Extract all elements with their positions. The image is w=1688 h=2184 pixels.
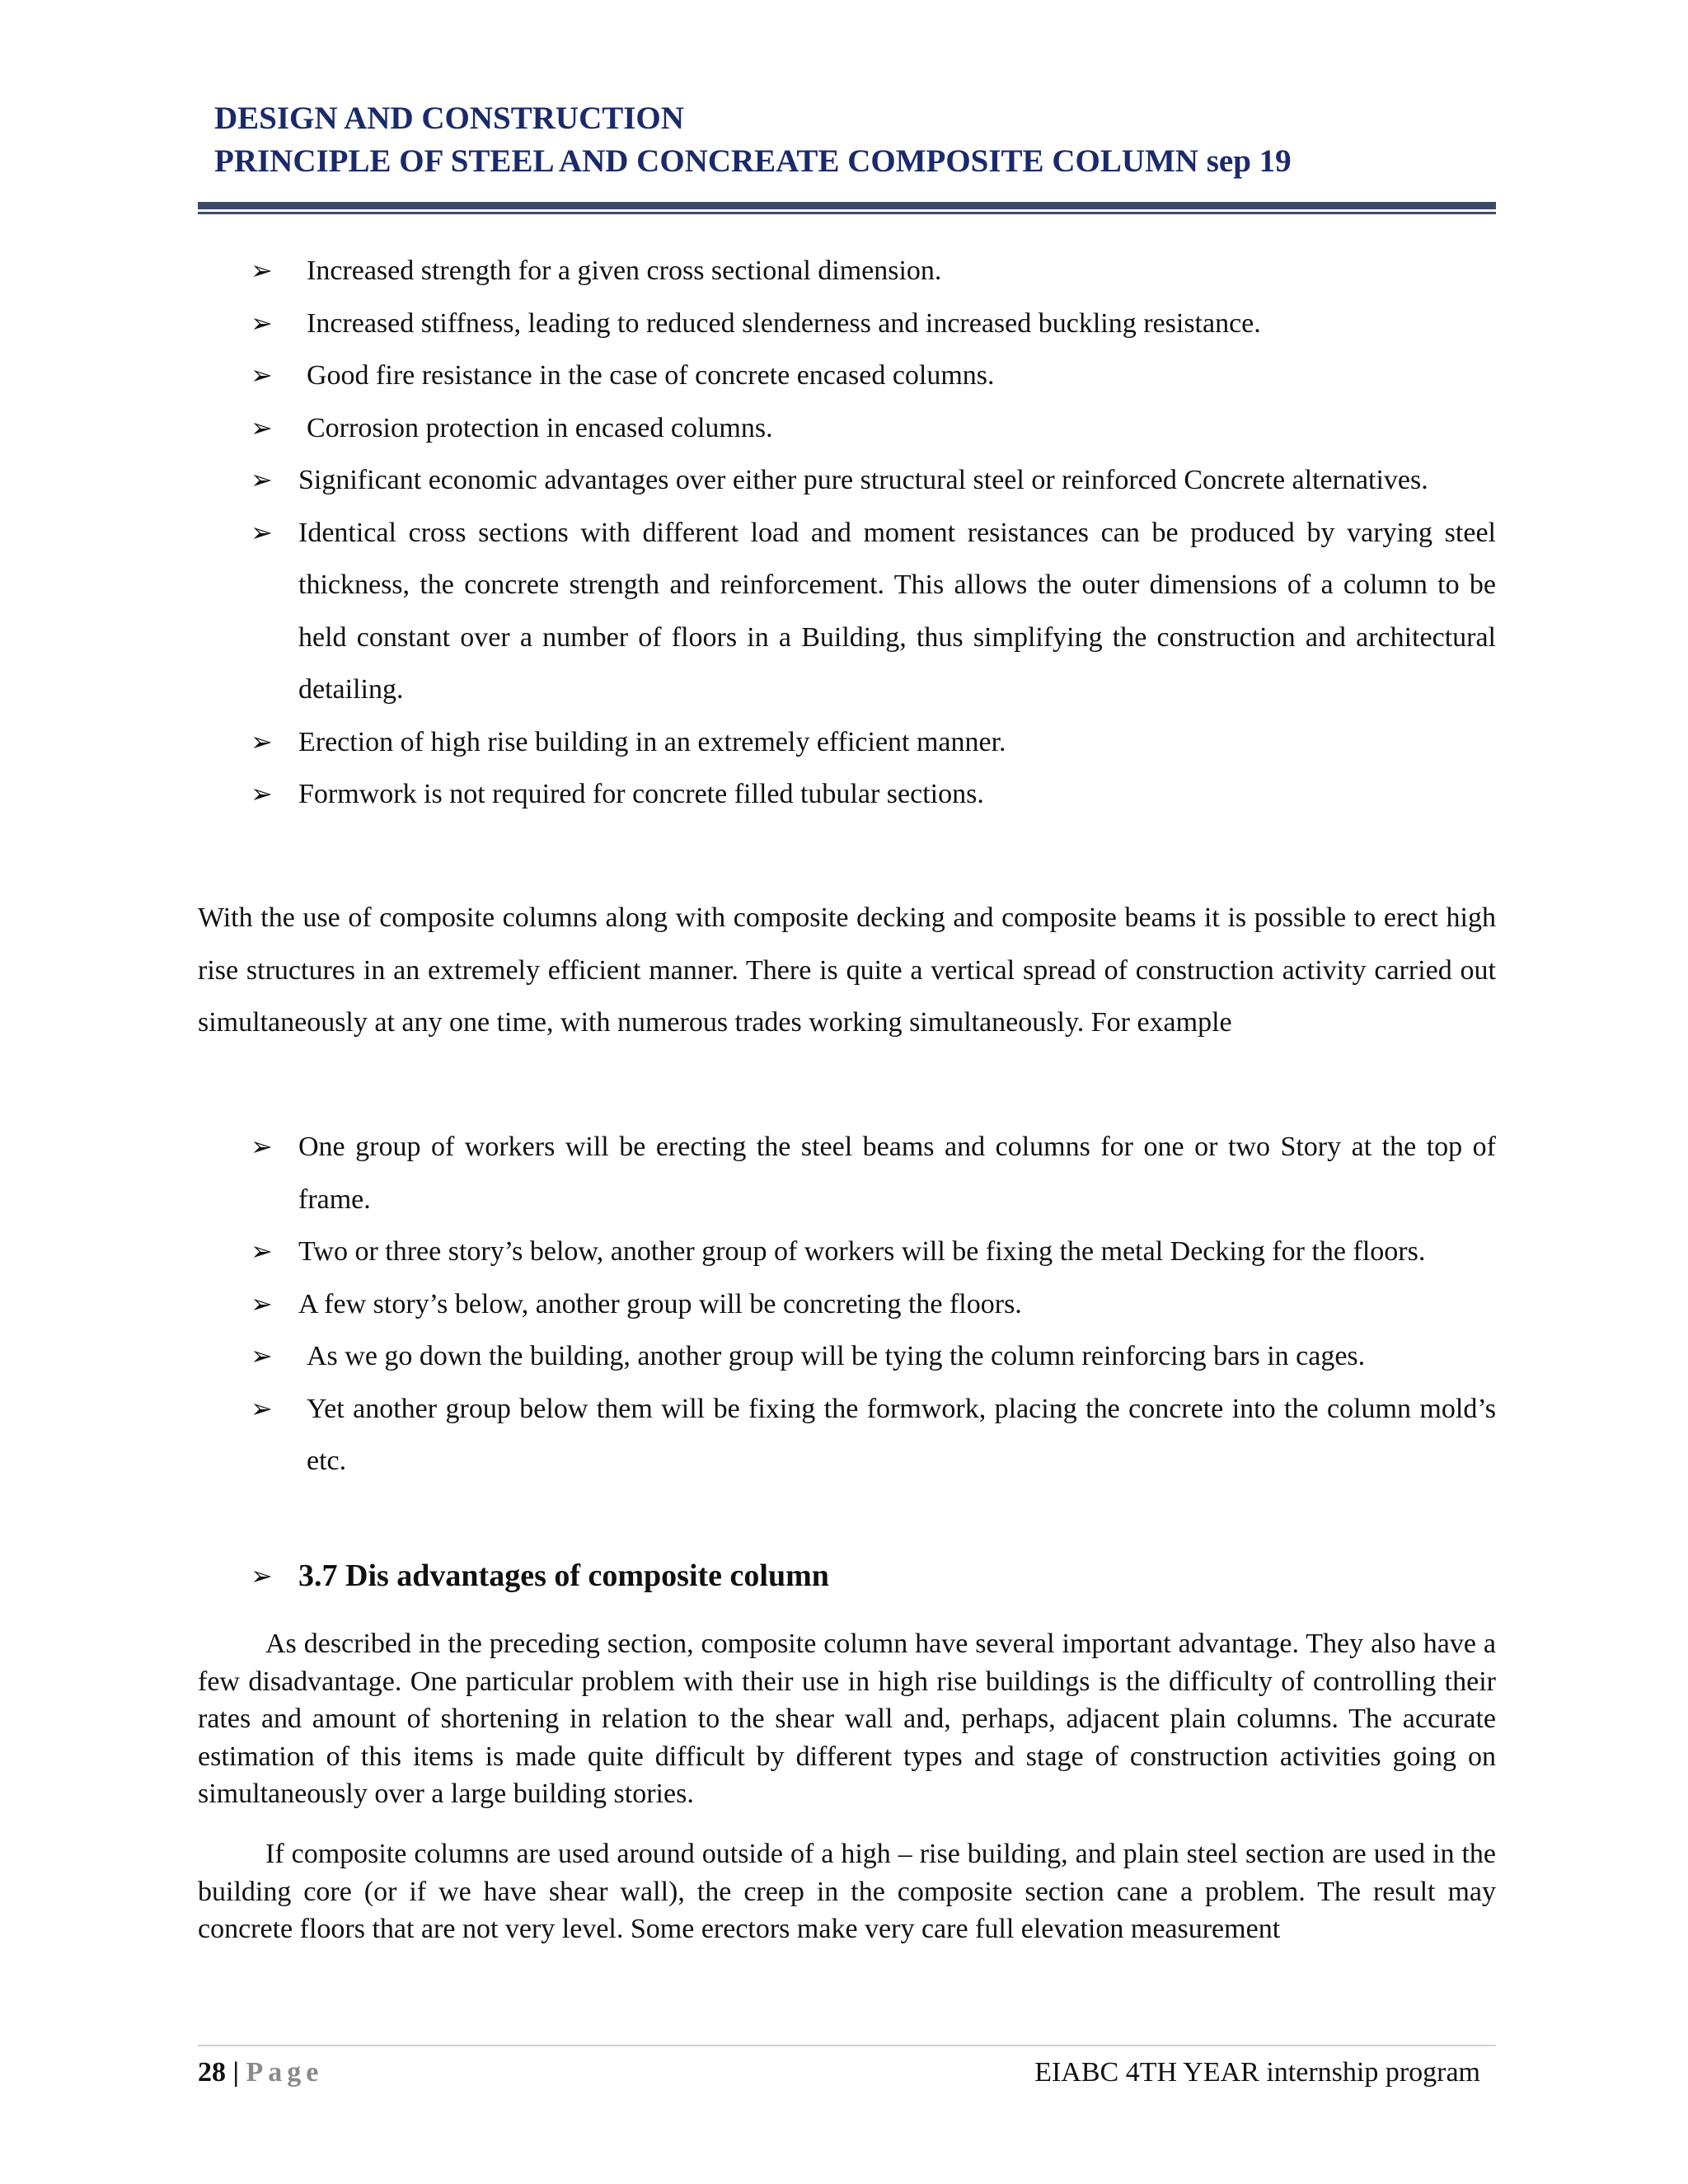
list-item: ➢ As we go down the building, another group will be tying the column reinforcing bars in cages. [198, 1330, 1496, 1383]
list-item: ➢ Good fire resistance in the case of concrete encased columns. [198, 349, 1496, 402]
list-item: ➢ Two or three story’s below, another group of workers will be fixing the metal Decking for the floors. [198, 1226, 1496, 1278]
header-rule-thin [198, 212, 1496, 214]
list-item: ➢ A few story’s below, another group will be concreting the floors. [198, 1278, 1496, 1331]
arrow-bullet-icon: ➢ [251, 307, 273, 339]
footer-program-label: EIABC 4TH YEAR internship program [1034, 2057, 1480, 2088]
arrow-bullet-icon: ➢ [251, 1340, 273, 1371]
list-item: ➢ Corrosion protection in encased columns. [198, 402, 1496, 455]
disadvantage-paragraph-1: As described in the preceding section, composite column have several important advantage. They also have a few disadvantage. One particular problem with their use in high rise buildings is the difficulty of controlling their rates and amount of shortening in relation to the shear wall and, perhaps, adjacent plain columns. The accurate estimation of this items is made quite difficult by different types and stage of construction activities going on simultaneously over a large building stories. [198, 1629, 1496, 1809]
arrow-bullet-icon: ➢ [251, 1560, 273, 1591]
list-item: ➢ Significant economic advantages over either pure structural steel or reinforced Concrete alternatives. [198, 454, 1496, 507]
list-item: ➢ One group of workers will be erecting the steel beams and columns for one or two Story at the top of frame. [198, 1121, 1496, 1226]
page-header [214, 97, 1500, 183]
page-label: Page [246, 2057, 324, 2088]
page-number [198, 2054, 323, 2092]
advantages-list [198, 245, 1496, 821]
arrow-bullet-icon: ➢ [251, 725, 273, 757]
footer-rule [198, 2045, 1496, 2046]
list-item: ➢ Erection of high rise building in an extremely efficient manner. [198, 716, 1496, 769]
arrow-bullet-icon: ➢ [251, 411, 273, 443]
arrow-bullet-icon: ➢ [251, 1131, 273, 1162]
list-item: ➢ Formwork is not required for concrete filled tubular sections. [198, 768, 1496, 821]
page-number-separator: | [232, 2057, 239, 2088]
page-number-value: 28 [198, 2057, 226, 2088]
header-rule-thick [198, 202, 1496, 209]
arrow-bullet-icon: ➢ [251, 516, 273, 548]
list-item: ➢ Increased strength for a given cross sectional dimension. [198, 245, 1496, 298]
workflow-list [198, 1121, 1496, 1488]
arrow-bullet-icon: ➢ [251, 1392, 273, 1424]
arrow-bullet-icon: ➢ [251, 359, 273, 391]
header-title-line-1: DESIGN AND CONSTRUCTION [214, 101, 684, 136]
list-item: ➢ Identical cross sections with different load and moment resistances can be produced by varying steel thickness, the concrete strength and reinforcement. This allows the outer dimensions of a column to be held constant over a number of floors in a Building, thus simplifying the construction and architectural detailing. [198, 507, 1496, 716]
arrow-bullet-icon: ➢ [251, 1235, 273, 1267]
arrow-bullet-icon: ➢ [251, 1287, 273, 1319]
header-title-line-2: PRINCIPLE OF STEEL AND CONCREATE COMPOSITE COLUMN sep 19 [214, 143, 1292, 179]
intro-paragraph: With the use of composite columns along with composite decking and composite beams it is possible to erect high rise structures in an extremely efficient manner. There is quite a vertical spread of construction activity carried out simultaneously at any one time, with numerous trades working simultaneously. For example [198, 902, 1496, 1038]
list-item: ➢ Yet another group below them will be fixing the formwork, placing the concrete into the column mold’s etc. [198, 1383, 1496, 1488]
disadvantage-paragraph-2: If composite columns are used around outside of a high – rise building, and plain steel section are used in the building core (or if we have shear wall), the creep in the composite section cane a problem. The result may concrete floors that are not very level. Some erectors make very care full elevation measurement [198, 1839, 1496, 1944]
arrow-bullet-icon: ➢ [251, 255, 273, 286]
list-item: ➢ Increased stiffness, leading to reduced slenderness and increased buckling resistance. [198, 298, 1496, 350]
arrow-bullet-icon: ➢ [251, 778, 273, 809]
arrow-bullet-icon: ➢ [251, 464, 273, 495]
section-heading-text: 3.7 Dis advantages of composite column [298, 1558, 829, 1593]
